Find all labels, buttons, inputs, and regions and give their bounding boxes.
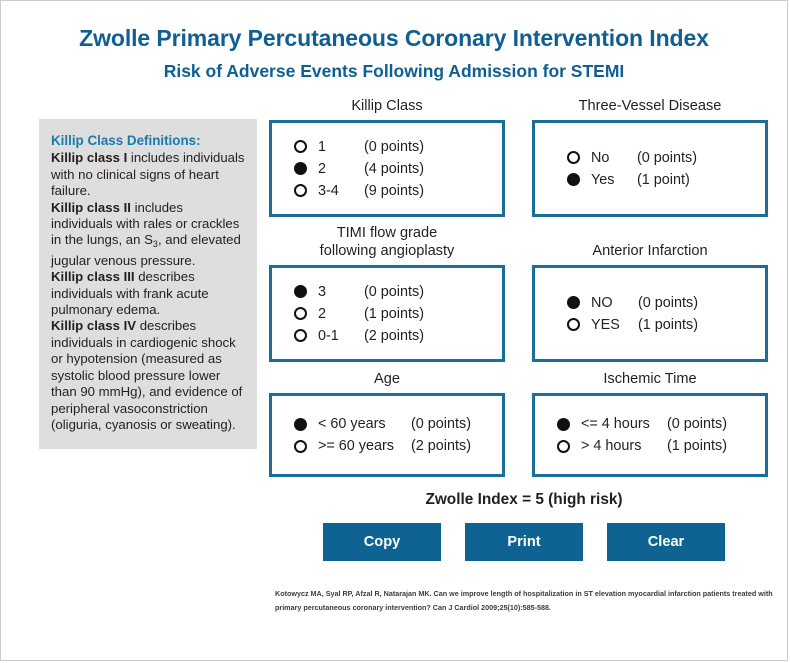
page-subtitle: Risk of Adverse Events Following Admission for STEMI [163,61,625,81]
radio-icon-timi-3[interactable] [294,285,307,298]
radio-box-timi-flow-grade [269,265,505,362]
radio-label-killip-3-4: 3-4 [318,182,339,199]
group-label-three-vessel-disease: Three-Vessel Disease [578,98,722,114]
class-4-label: Killip class IV [51,318,137,334]
radio-option-ischemic-le-4[interactable] [535,413,765,435]
class-4-text: describes individuals in cardiogenic shock or hypotension (measured as systolic blood pressure lower than 90 mmHg), and evidence of peripheral vasoconstriction (oliguria, cyanosis or sweating). [51,318,243,432]
group-ischemic-time [532,370,768,477]
group-three-vessel-disease [532,97,768,217]
radio-points-age-under-60: (0 points) [411,416,471,432]
radio-points-anterior-yes: (1 points) [638,316,698,333]
radio-label-tvd-yes: Yes [591,171,615,188]
print-button[interactable]: Print [465,523,583,561]
radio-icon-ischemic-gt-4[interactable] [557,440,570,453]
radio-box-age [269,393,505,477]
group-label-anterior-infarction [532,225,768,265]
radio-icon-killip-1[interactable] [294,140,307,153]
radio-label-killip-1: 1 [318,138,327,155]
body-wrapper [1,83,787,614]
class-2-text-a: includes individuals with rales or crackles in the lungs, an S [51,199,240,248]
radio-option-timi-0-1[interactable] [272,325,502,347]
radio-label-age-60-plus: >= 60 years [318,438,395,454]
group-label-timi-flow-grade [269,225,505,265]
radio-option-timi-3[interactable] [272,281,502,303]
radio-icon-tvd-yes[interactable] [567,173,580,186]
radio-icon-tvd-no[interactable] [567,151,580,164]
clear-button[interactable]: Clear [607,523,725,561]
definitions-title: Killip Class Definitions: [51,133,201,148]
definition-class-2 [51,200,247,270]
radio-option-age-under-60[interactable] [272,413,502,435]
group-anterior-infarction [532,225,768,362]
group-label-timi-line2: following angioplasty [319,242,455,259]
copy-button[interactable]: Copy [323,523,441,561]
radio-option-killip-1[interactable] [272,136,502,158]
class-2-label: Killip class II [51,199,131,215]
radio-option-tvd-yes[interactable] [535,169,765,191]
radio-label-ischemic-le-4: <= 4 hours [581,416,650,432]
radio-points-timi-0-1: (2 points) [364,327,424,344]
radio-box-killip-class [269,120,505,217]
radio-icon-killip-2[interactable] [294,162,307,175]
definition-class-1 [51,150,247,199]
radio-label-age-under-60: < 60 years [318,416,386,432]
radio-points-timi-2: (1 points) [364,305,424,322]
group-label-age: Age [374,371,400,387]
radio-box-three-vessel-disease [532,120,768,217]
radio-points-age-60-plus: (2 points) [411,438,471,454]
group-killip-class [269,97,505,217]
s3-subscript: 3 [152,239,158,250]
definition-class-3 [51,269,247,318]
radio-label-timi-2: 2 [318,305,327,322]
class-3-text: describes individuals with frank acute pulmonary edema. [51,269,209,318]
radio-label-killip-2: 2 [318,160,327,177]
radio-points-anterior-no: (0 points) [638,294,698,311]
radio-box-ischemic-time [532,393,768,477]
radio-icon-timi-2[interactable] [294,307,307,320]
killip-definitions-panel [39,119,257,449]
definition-class-4 [51,318,247,433]
criteria-grid [269,97,779,485]
radio-label-anterior-yes: YES [591,316,620,333]
radio-icon-timi-0-1[interactable] [294,329,307,342]
panels-column [269,97,779,614]
radio-label-timi-0-1: 0-1 [318,327,339,344]
radio-label-anterior-no: NO [591,294,613,311]
group-label-anterior-text: Anterior Infarction [592,242,708,259]
radio-points-killip-2: (4 points) [364,160,424,177]
page-title: Zwolle Primary Percutaneous Coronary Intervention Index [79,25,709,51]
group-label-anterior-spacer [532,225,768,243]
radio-option-anterior-no[interactable] [535,292,765,314]
group-age [269,370,505,477]
radio-points-ischemic-le-4: (0 points) [667,416,727,432]
radio-points-ischemic-gt-4: (1 points) [667,438,727,454]
radio-icon-age-under-60[interactable] [294,418,307,431]
radio-icon-anterior-no[interactable] [567,296,580,309]
radio-option-tvd-no[interactable] [535,147,765,169]
radio-points-killip-3-4: (9 points) [364,182,424,199]
radio-label-timi-3: 3 [318,283,327,300]
result-score: Zwolle Index = 5 (high risk) [425,491,623,508]
sidebar-column [1,97,269,449]
radio-option-ischemic-gt-4[interactable] [535,435,765,457]
group-label-ischemic-time: Ischemic Time [603,371,697,387]
radio-option-killip-3-4[interactable] [272,180,502,202]
radio-label-ischemic-gt-4: > 4 hours [581,438,642,454]
radio-icon-ischemic-le-4[interactable] [557,418,570,431]
radio-points-tvd-no: (0 points) [637,149,697,166]
radio-label-tvd-no: No [591,149,610,166]
radio-box-anterior-infarction [532,265,768,362]
group-timi-flow-grade [269,225,505,362]
radio-option-anterior-yes[interactable] [535,314,765,336]
radio-points-timi-3: (0 points) [364,283,424,300]
radio-icon-killip-3-4[interactable] [294,184,307,197]
radio-option-age-60-plus[interactable] [272,435,502,457]
class-1-label: Killip class I [51,150,128,166]
radio-points-killip-1: (0 points) [364,138,424,155]
radio-points-tvd-yes: (1 point) [637,171,690,188]
group-label-timi-line1: TIMI flow grade [336,225,438,241]
radio-option-timi-2[interactable] [272,303,502,325]
radio-icon-anterior-yes[interactable] [567,318,580,331]
citation-reference: Kotowycz MA, Syal RP, Afzal R, Natarajan MK. Can we improve length of hospitalization in ST elevation myocardial infarction patients treated with primary percutaneous coronary intervention? Can J Cardiol 2009;25(10):585-588. [275,589,773,612]
page-header [1,1,787,83]
button-row [269,523,779,561]
class-2-text-b: , and elevated jugular venous pressure. [51,232,241,268]
class-1-text: includes individuals with no clinical signs of heart failure. [51,150,245,199]
group-label-killip-class: Killip Class [351,98,423,114]
radio-option-killip-2[interactable] [272,158,502,180]
class-3-label: Killip class III [51,269,135,285]
radio-icon-age-60-plus[interactable] [294,440,307,453]
